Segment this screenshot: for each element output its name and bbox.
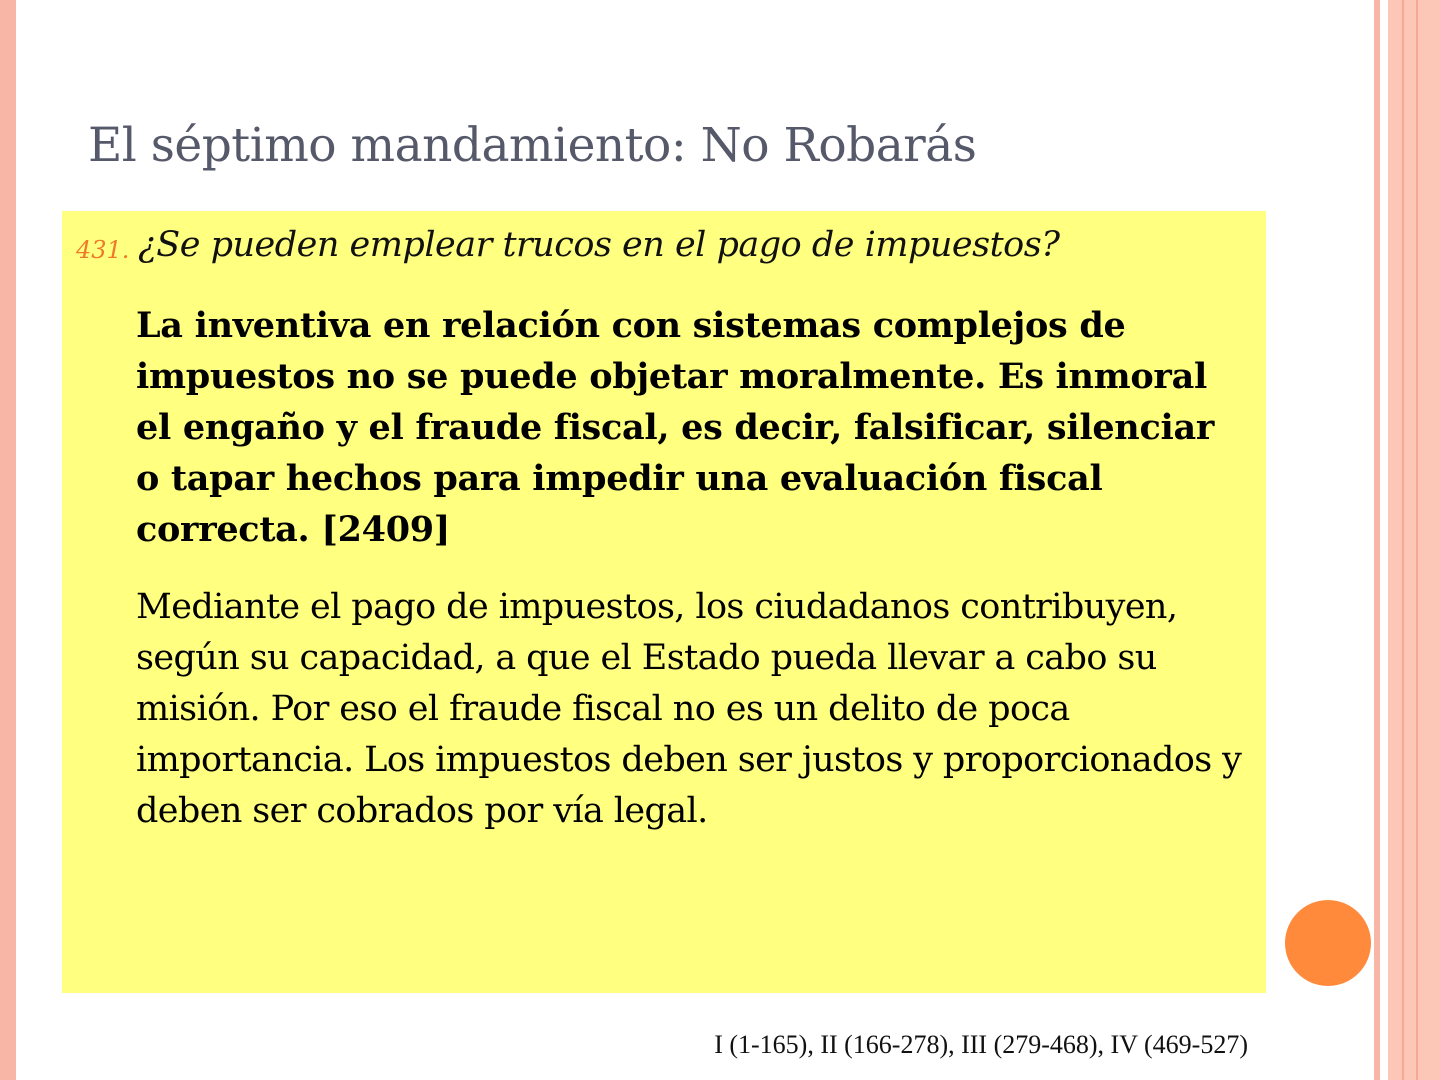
right-border-line [1402,0,1404,1080]
answer-bold-paragraph: La inventiva en relación con sistemas complejos de impuestos no se puede objetar moralmente. Es inmoral el engaño y el fraude fiscal, es decir, falsificar, silenciar o tapar hechos para impedir una evaluación fiscal correcta. [2409] [136,305,1214,550]
right-border-line [1416,0,1418,1080]
answer-body-paragraph: Mediante el pago de impuestos, los ciudadanos contribuyen, según su capacidad, a que el Estado pueda llevar a cabo su misión. Por eso el fraude fiscal no es un delito de poca importancia. Los impuestos deben ser justos y proporcionados y deben ser cobrados por vía legal. [136,587,1242,831]
slide-title: El séptimo mandamiento: No Robarás [88,118,977,173]
left-border-stripe [0,0,16,1080]
accent-circle [1285,900,1371,986]
footer-section-index: I (1-165), II (166-278), III (279-468), IV (469-527) [714,1030,1248,1059]
right-border-stripe-wide [1388,0,1440,1080]
right-border-gap [1380,0,1388,1080]
question-number: 431. [76,236,130,264]
question-text: ¿Se pueden emplear trucos en el pago de impuestos? [138,225,1060,265]
